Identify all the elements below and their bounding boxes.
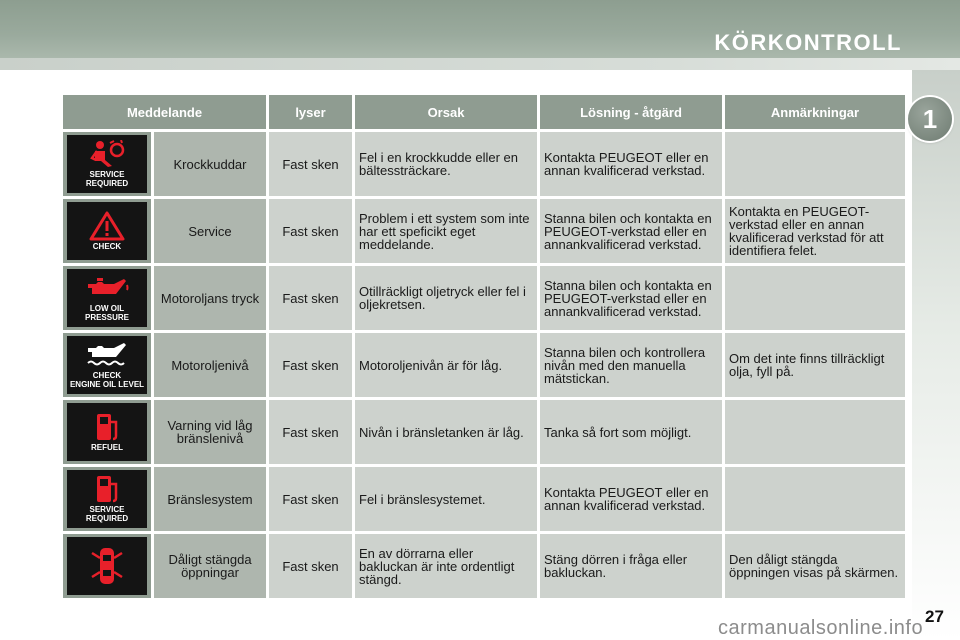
column-header: Anmärkningar <box>725 95 905 129</box>
oil-can-icon <box>67 269 147 327</box>
message-cell: Service <box>154 199 266 263</box>
lights-cell: Fast sken <box>269 199 352 263</box>
remarks-cell: Om det inte finns tillräckligt olja, fyll på. <box>725 333 905 397</box>
cause-cell: Nivån i bränsletanken är låg. <box>355 400 537 464</box>
lights-cell: Fast sken <box>269 333 352 397</box>
solution-cell: Tanka så fort som möjligt. <box>540 400 722 464</box>
icon-cell <box>63 132 151 196</box>
page-title: KÖRKONTROLL <box>714 30 902 55</box>
cause-cell: Fel i bränslesystemet. <box>355 467 537 531</box>
solution-cell: Stanna bilen och kontakta en PEUGEOT-verkstad eller en annankvalificerad verkstad. <box>540 266 722 330</box>
icon-caption: CHECK ENGINE OIL LEVEL <box>69 371 145 389</box>
icon-cell <box>63 199 151 263</box>
cause-cell: Fel i en krockkudde eller en bältessträckare. <box>355 132 537 196</box>
message-cell: Bränslesystem <box>154 467 266 531</box>
icon-caption: LOW OIL PRESSURE <box>84 304 129 322</box>
message-cell: Krockkuddar <box>154 132 266 196</box>
page-number: 27 <box>925 607 944 626</box>
icon-cell <box>63 266 151 330</box>
lights-cell: Fast sken <box>269 266 352 330</box>
icon-caption: REFUEL <box>91 442 123 452</box>
table-row <box>63 199 905 263</box>
oil-level-icon <box>67 336 147 394</box>
solution-cell: Stäng dörren i fråga eller bakluckan. <box>540 534 722 598</box>
cause-cell: Motoroljenivån är för låg. <box>355 333 537 397</box>
open-door-icon <box>67 537 147 595</box>
remarks-cell <box>725 266 905 330</box>
lights-cell: Fast sken <box>269 132 352 196</box>
icon-cell <box>63 467 151 531</box>
table-row <box>63 534 905 598</box>
solution-cell: Kontakta PEUGEOT eller en annan kvalificerad verkstad. <box>540 467 722 531</box>
remarks-cell: Kontakta en PEUGEOT-verkstad eller en annan kvalificerad verkstad för att identifiera felet. <box>725 199 905 263</box>
table-row <box>63 400 905 464</box>
cause-cell: Otillräckligt oljetryck eller fel i oljekretsen. <box>355 266 537 330</box>
icon-cell <box>63 400 151 464</box>
remarks-cell <box>725 400 905 464</box>
remarks-cell <box>725 132 905 196</box>
cause-cell: Problem i ett system som inte har ett speficikt eget meddelande. <box>355 199 537 263</box>
watermark: carmanualsonline.info <box>718 617 924 639</box>
chapter-tab[interactable]: 1 <box>908 97 952 141</box>
message-cell: Varning vid låg bränslenivå <box>154 400 266 464</box>
remarks-cell <box>725 467 905 531</box>
chapter-rail <box>912 70 960 640</box>
airbag-icon <box>67 135 147 193</box>
icon-cell <box>63 333 151 397</box>
lights-cell: Fast sken <box>269 534 352 598</box>
column-header: Lösning - åtgärd <box>540 95 722 129</box>
fuel-pump-icon <box>67 403 147 461</box>
table-row <box>63 266 905 330</box>
table-row <box>63 132 905 196</box>
column-header: lyser <box>269 95 352 129</box>
header-strip <box>0 58 960 70</box>
table-row <box>63 333 905 397</box>
icon-caption: SERVICE REQUIRED <box>85 170 129 188</box>
icon-caption: CHECK <box>92 241 122 251</box>
message-cell: Motoroljenivå <box>154 333 266 397</box>
lights-cell: Fast sken <box>269 467 352 531</box>
warning-triangle-icon <box>67 202 147 260</box>
solution-cell: Kontakta PEUGEOT eller en annan kvalificerad verkstad. <box>540 132 722 196</box>
icon-caption: SERVICE REQUIRED <box>85 505 129 523</box>
cause-cell: En av dörrarna eller bakluckan är inte ordentligt stängd. <box>355 534 537 598</box>
message-cell: Motoroljans tryck <box>154 266 266 330</box>
column-header: Orsak <box>355 95 537 129</box>
lights-cell: Fast sken <box>269 400 352 464</box>
warning-messages-table <box>60 92 908 601</box>
remarks-cell: Den dåligt stängda öppningen visas på skärmen. <box>725 534 905 598</box>
table-header-row <box>63 95 905 129</box>
column-header: Meddelande <box>63 95 266 129</box>
icon-cell <box>63 534 151 598</box>
solution-cell: Stanna bilen och kontakta en PEUGEOT-verkstad eller en annankvalificerad verkstad. <box>540 199 722 263</box>
fuel-pump-icon <box>67 470 147 528</box>
solution-cell: Stanna bilen och kontrollera nivån med den manuella mätstickan. <box>540 333 722 397</box>
message-cell: Dåligt stängda öppningar <box>154 534 266 598</box>
table-row <box>63 467 905 531</box>
